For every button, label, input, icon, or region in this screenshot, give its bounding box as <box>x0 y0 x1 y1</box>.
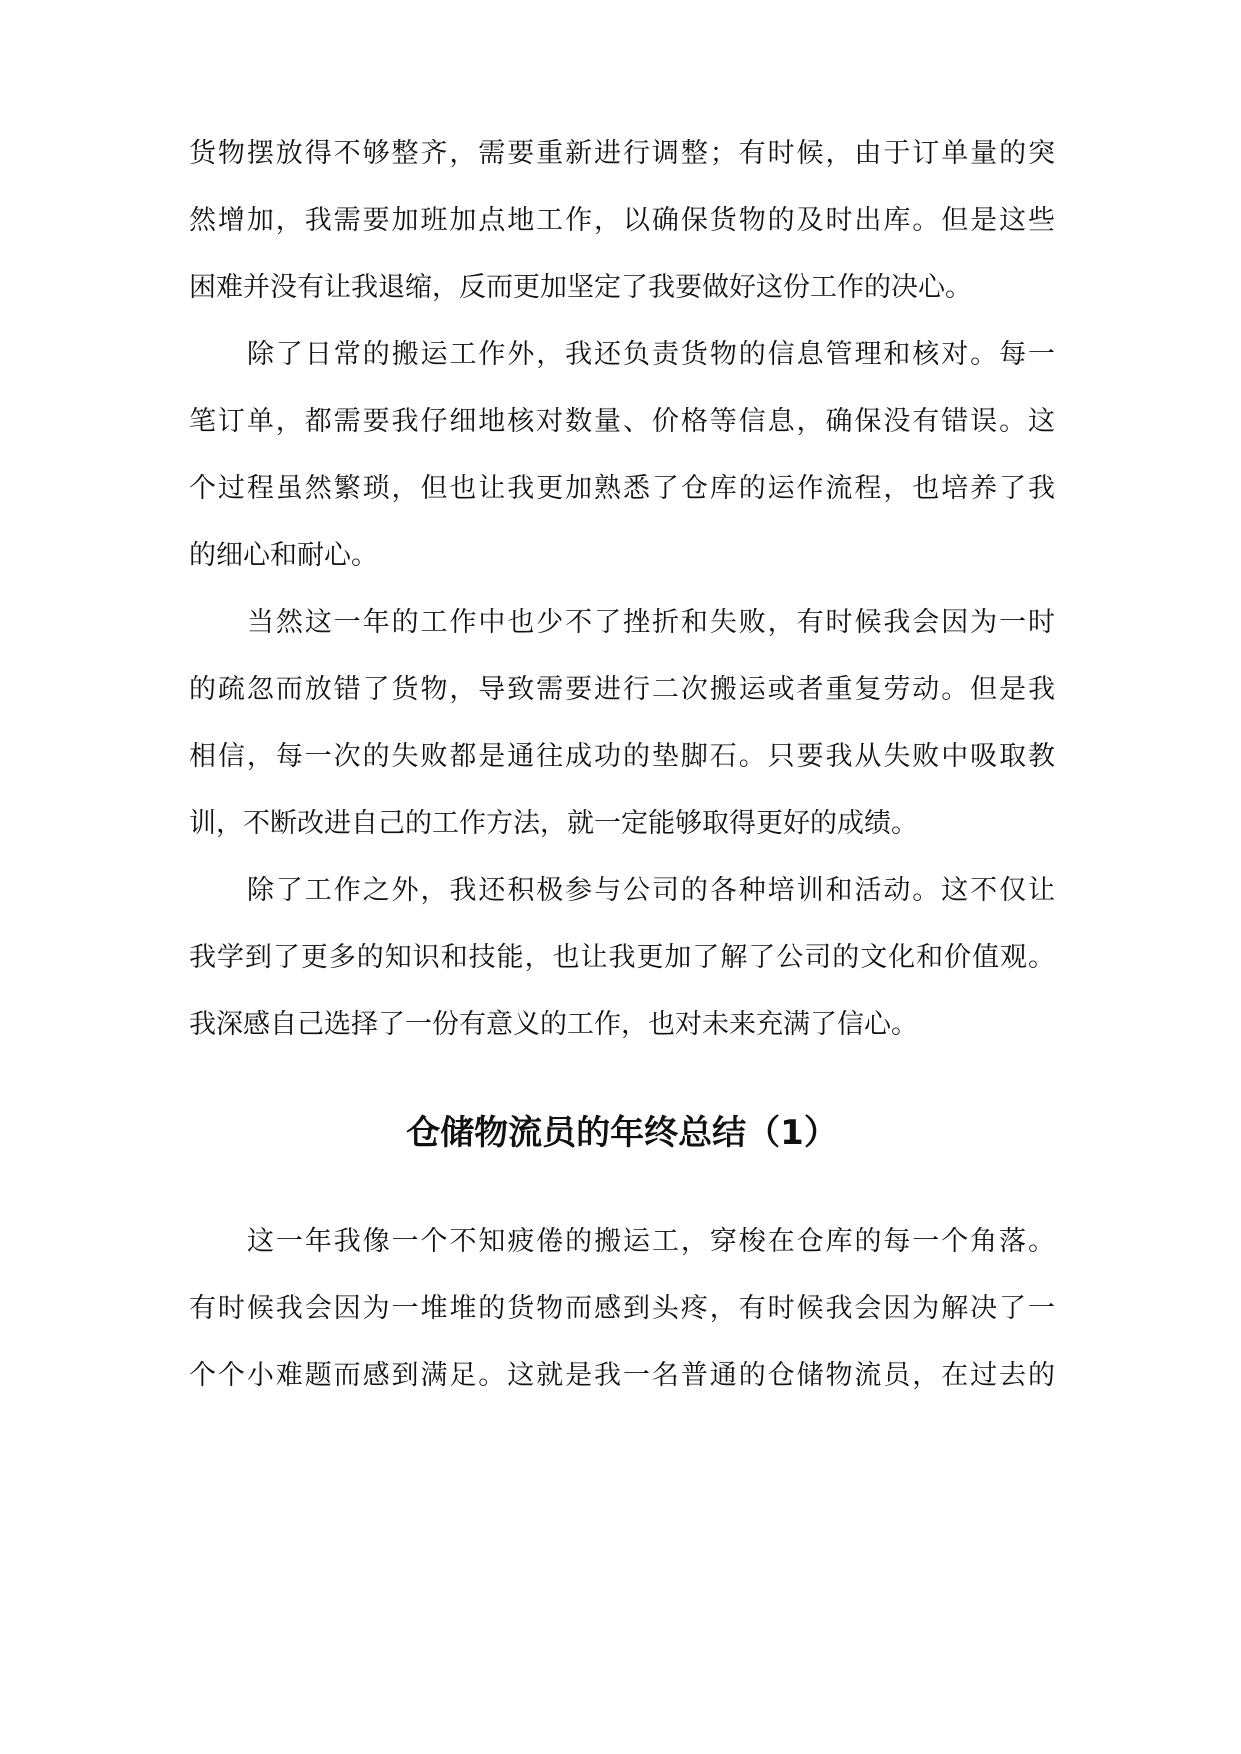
paragraph-1-line-2: 然增加，我需要加班加点地工作，以确保货物的及时出库。但是这些 <box>189 205 1055 236</box>
paragraph-3-line-4: 训，不断改进自己的工作方法，就一定能够取得更好的成绩。 <box>189 808 918 839</box>
paragraph-4-line-1: 除了工作之外，我还积极参与公司的各种培训和活动。这不仅让 <box>247 875 1055 906</box>
paragraph-2-line-2: 笔订单，都需要我仔细地核对数量、价格等信息，确保没有错误。这 <box>189 406 1055 437</box>
section-title: 仓储物流员的年终总结（1） <box>406 1113 838 1153</box>
section2-paragraph-1-line-1: 这一年我像一个不知疲倦的搬运工，穿梭在仓库的每一个角落。 <box>247 1226 1055 1257</box>
paragraph-4-line-2: 我学到了更多的知识和技能，也让我更加了解了公司的文化和价值观。 <box>189 942 1055 973</box>
section2-paragraph-1-line-3: 个个小难题而感到满足。这就是我一名普通的仓储物流员，在过去的 <box>189 1360 1055 1391</box>
paragraph-2-line-3: 个过程虽然繁琐，但也让我更加熟悉了仓库的运作流程，也培养了我 <box>189 473 1055 504</box>
paragraph-3-line-3: 相信，每一次的失败都是通往成功的垫脚石。只要我从失败中吸取教 <box>189 741 1055 772</box>
paragraph-1-line-1: 货物摆放得不够整齐，需要重新进行调整；有时候，由于订单量的突 <box>189 138 1055 169</box>
section2-paragraph-1-line-2: 有时候我会因为一堆堆的货物而感到头疼，有时候我会因为解决了一 <box>189 1293 1055 1324</box>
paragraph-2-line-4: 的细心和耐心。 <box>189 540 378 571</box>
paragraph-1-line-3: 困难并没有让我退缩，反而更加坚定了我要做好这份工作的决心。 <box>189 272 972 303</box>
paragraph-2-line-1: 除了日常的搬运工作外，我还负责货物的信息管理和核对。每一 <box>247 339 1055 370</box>
paragraph-3-line-2: 的疏忽而放错了货物，导致需要进行二次搬运或者重复劳动。但是我 <box>189 674 1055 705</box>
paragraph-3-line-1: 当然这一年的工作中也少不了挫折和失败，有时候我会因为一时 <box>247 607 1055 638</box>
paragraph-4-line-3: 我深感自己选择了一份有意义的工作，也对未来充满了信心。 <box>189 1009 918 1040</box>
